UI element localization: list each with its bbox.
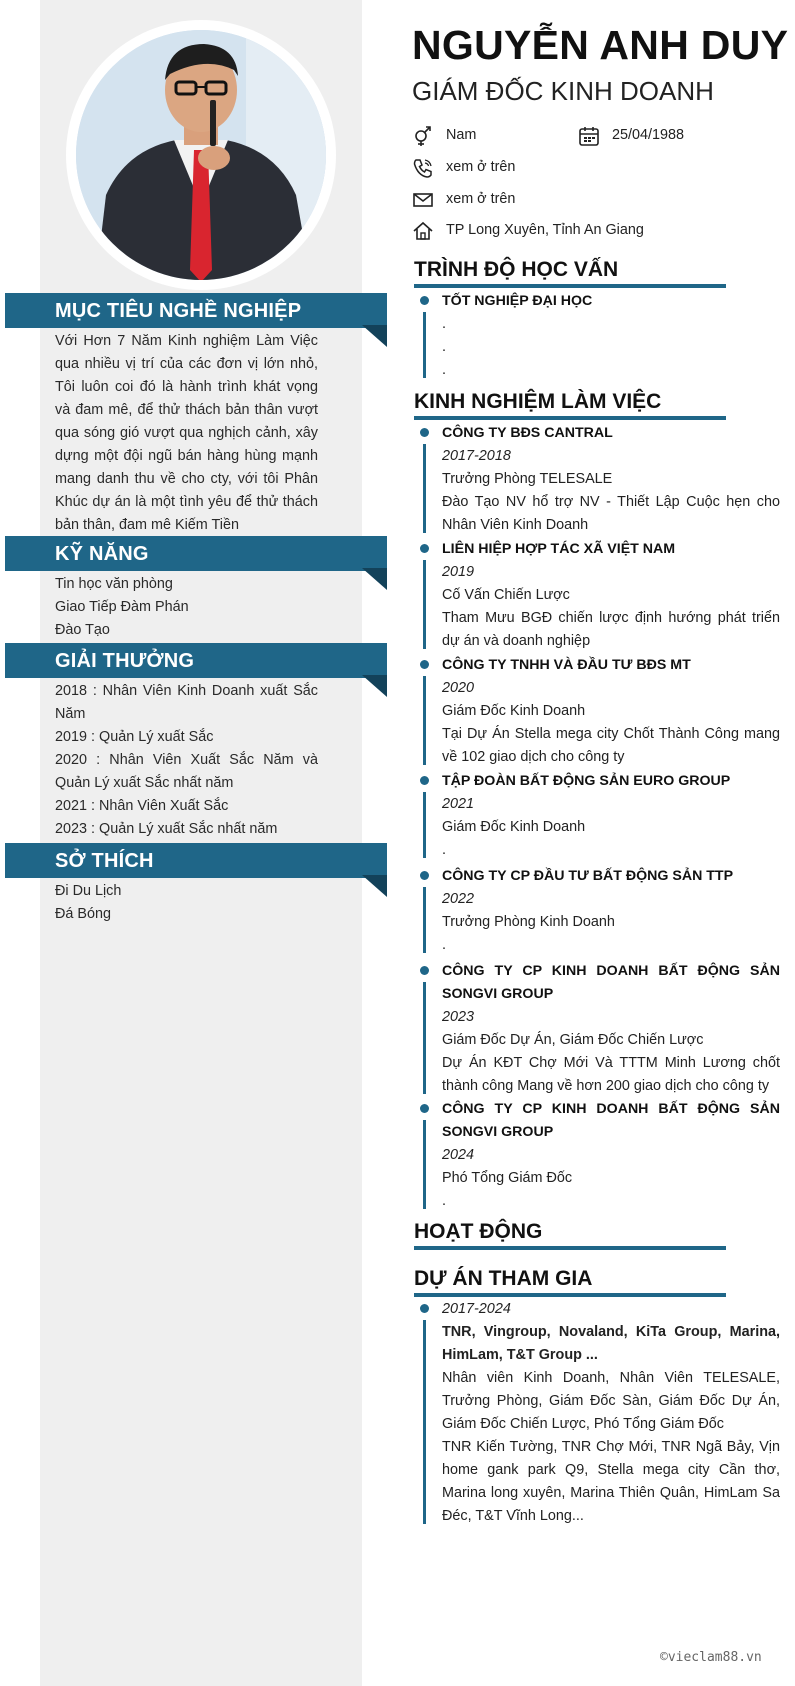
experience-entry-2	[420, 538, 780, 653]
timeline-bar	[423, 792, 426, 858]
experience-entry	[420, 654, 780, 769]
period: 2024	[442, 1147, 475, 1163]
company-name: CÔNG TY CP ĐẦU TƯ BẤT ĐỘNG SẢN TTP	[442, 868, 734, 884]
period: 2020	[442, 680, 475, 696]
position: Trưởng Phòng TELESALE	[442, 471, 613, 487]
timeline-dot	[420, 871, 429, 880]
period: 2023	[442, 1009, 475, 1025]
education-line: .	[442, 339, 446, 355]
calendar-icon	[578, 125, 600, 147]
period: 2019	[442, 564, 475, 580]
experience-entry	[420, 770, 780, 862]
ribbon-fold	[362, 875, 387, 897]
project-period: 2017-2024	[442, 1301, 511, 1317]
position: Cố Vấn Chiến Lược	[442, 587, 570, 603]
experience-entry-1	[420, 422, 780, 537]
awards-header	[5, 643, 387, 678]
gender-icon	[412, 125, 434, 147]
experience-entry-6	[420, 960, 780, 1098]
objective-text	[55, 330, 318, 537]
award-item: 2023 : Quản Lý xuất Sắc nhất năm	[55, 821, 278, 837]
education-title: TRÌNH ĐỘ HỌC VẤN	[414, 258, 619, 281]
experience-entry	[420, 865, 780, 957]
mail-icon	[412, 189, 434, 211]
home-icon	[412, 220, 434, 242]
education-timeline	[420, 290, 780, 382]
job-title: GIÁM ĐỐC KINH DOANH	[412, 76, 714, 106]
experience-section-header	[414, 390, 726, 420]
description: .	[442, 842, 446, 858]
experience-entry	[420, 422, 780, 537]
project-roles: Nhân viên Kinh Doanh, Nhân Viên TELESALE, Trưởng Phòng, Giám Đốc Sàn, Giám Đốc Dự Án, Giám Đốc Chiến Lược, Phó Tổng Giám Đốc	[442, 1370, 780, 1432]
timeline-bar	[423, 312, 426, 378]
company-name: CÔNG TY CP KINH DOANH BẤT ĐỘNG SẢN SONGVI GROUP	[442, 963, 780, 1002]
awards-title: GIẢI THƯỞNG	[55, 650, 195, 672]
activities-section-header	[414, 1220, 726, 1250]
objective-paragraph: Với Hơn 7 Năm Kinh nghiệm Làm Việc qua nhiều vị trí của các đơn vị lớn nhỏ, Tôi luôn coi đó là hành trình khát vọng và đam mê, để thử thách bản thân vượt qua sóng gió vượt qua nghịch cảnh, xây dựng một đội ngũ bán hàng hùng mạnh mang danh thu về cho cty, với tôi Phân Khúc dự án là một tình yêu để thử thách bản thân, đam mê Kiếm Tiền	[55, 333, 318, 533]
projects-title: DỰ ÁN THAM GIA	[414, 1267, 593, 1290]
skill-item: Giao Tiếp Đàm Phán	[55, 599, 189, 615]
period: 2017-2018	[442, 448, 511, 464]
hobby-item: Đá Bóng	[55, 906, 112, 922]
timeline-dot	[420, 660, 429, 669]
projects-timeline	[420, 1298, 780, 1528]
projects-section-header	[414, 1267, 726, 1297]
hobby-item: Đi Du Lịch	[55, 883, 122, 899]
period: 2021	[442, 796, 475, 812]
experience-entry	[420, 1098, 780, 1213]
experience-entry-3	[420, 654, 780, 769]
experience-entry	[420, 538, 780, 653]
ribbon-fold	[362, 568, 387, 590]
timeline-dot	[420, 1104, 429, 1113]
description: Dự Án KĐT Chợ Mới Và TTTM Minh Lương chốt thành công Mang về hơn 200 giao dịch cho công ty	[442, 1055, 780, 1094]
period: 2022	[442, 891, 475, 907]
skills-list	[55, 573, 318, 642]
watermark: ©vieclam88.vn	[660, 1650, 762, 1665]
description: Tại Dự Án Stella mega city Chốt Thành Công mang về 102 giao dịch cho công ty	[442, 726, 780, 765]
skills-title: KỸ NĂNG	[55, 543, 149, 565]
ribbon-fold	[362, 675, 387, 697]
position: Giám Đốc Kinh Doanh	[442, 819, 586, 835]
position: Phó Tổng Giám Đốc	[442, 1170, 573, 1186]
timeline-bar	[423, 887, 426, 953]
experience-entry-7	[420, 1098, 780, 1213]
timeline-dot	[420, 544, 429, 553]
experience-entry-5	[420, 865, 780, 957]
timeline-bar	[423, 1120, 426, 1209]
position: Giám Đốc Dự Án, Giám Đốc Chiến Lược	[442, 1032, 704, 1048]
description: .	[442, 1193, 446, 1209]
gender-value: Nam	[446, 127, 477, 143]
education-line: .	[442, 362, 446, 378]
skill-item: Đào Tạo	[55, 622, 110, 638]
award-item: 2021 : Nhân Viên Xuất Sắc	[55, 798, 229, 814]
experience-entry	[420, 960, 780, 1098]
company-name: CÔNG TY BĐS CANTRAL	[442, 425, 613, 441]
experience-entry-4	[420, 770, 780, 862]
hobbies-title: SỞ THÍCH	[55, 850, 154, 872]
activities-title: HOẠT ĐỘNG	[414, 1220, 543, 1243]
skills-header	[5, 536, 387, 571]
timeline-bar	[423, 982, 426, 1094]
timeline-bar	[423, 560, 426, 649]
award-item: 2018 : Nhân Viên Kinh Doanh xuất Sắc Năm	[55, 683, 318, 722]
timeline-bar	[423, 676, 426, 765]
awards-list	[55, 680, 318, 841]
hobbies-header	[5, 843, 387, 878]
experience-title: KINH NGHIỆM LÀM VIỆC	[414, 390, 662, 413]
timeline-dot	[420, 1304, 429, 1313]
objective-title: MỤC TIÊU NGHỀ NGHIỆP	[55, 300, 302, 322]
timeline-dot	[420, 296, 429, 305]
company-name: TẬP ĐOÀN BẤT ĐỘNG SẢN EURO GROUP	[442, 773, 731, 789]
award-item: 2020 : Nhân Viên Xuất Sắc Năm và Quản Lý xuất Sắc nhất năm	[55, 752, 318, 791]
phone-value: xem ở trên	[446, 159, 516, 175]
description: .	[442, 937, 446, 953]
phone-icon	[412, 157, 434, 179]
company-name: CÔNG TY TNHH VÀ ĐẦU TƯ BĐS MT	[442, 657, 691, 673]
description: Tham Mưu BGĐ chiến lược định hướng phát triển dự án và doanh nghiệp	[442, 610, 780, 649]
email-value: xem ở trên	[446, 191, 516, 207]
company-name: LIÊN HIỆP HỢP TÁC XÃ VIỆT NAM	[442, 541, 676, 557]
timeline-dot	[420, 776, 429, 785]
project-entry	[420, 1298, 780, 1528]
ribbon-fold	[362, 325, 387, 347]
education-heading: TỐT NGHIỆP ĐẠI HỌC	[442, 293, 593, 309]
award-item: 2019 : Quản Lý xuất Sắc	[55, 729, 214, 745]
hobbies-list	[55, 880, 318, 926]
position: Trưởng Phòng Kinh Doanh	[442, 914, 615, 930]
skill-item: Tin học văn phòng	[55, 576, 173, 592]
profile-photo	[76, 30, 326, 280]
education-line: .	[442, 316, 446, 332]
address-value: TP Long Xuyên, Tỉnh An Giang	[446, 222, 644, 238]
full-name: NGUYỄN ANH DUY	[412, 22, 789, 68]
timeline-dot	[420, 966, 429, 975]
education-section-header	[414, 258, 726, 288]
timeline-dot	[420, 428, 429, 437]
description: Đào Tạo NV hổ trợ NV - Thiết Lập Cuộc hẹn cho Nhân Viên Kinh Doanh	[442, 494, 780, 533]
avatar	[76, 30, 326, 280]
position: Giám Đốc Kinh Doanh	[442, 703, 586, 719]
objective-header	[5, 293, 387, 328]
timeline-bar	[423, 1320, 426, 1524]
project-name: TNR, Vingroup, Novaland, KiTa Group, Marina, HimLam, T&T Group ...	[442, 1324, 780, 1363]
birthday-value: 25/04/1988	[612, 127, 685, 143]
education-entry	[420, 290, 780, 382]
project-detail: TNR Kiến Tường, TNR Chợ Mới, TNR Ngã Bảy, Vịn home gank park Q9, Stella mega city Cần thơ, Marina long xuyên, Marina Thiên Quân, HimLam Sa Đéc, T&T Vĩnh Long...	[442, 1439, 780, 1524]
company-name: CÔNG TY CP KINH DOANH BẤT ĐỘNG SẢN SONGVI GROUP	[442, 1101, 780, 1140]
timeline-bar	[423, 444, 426, 533]
